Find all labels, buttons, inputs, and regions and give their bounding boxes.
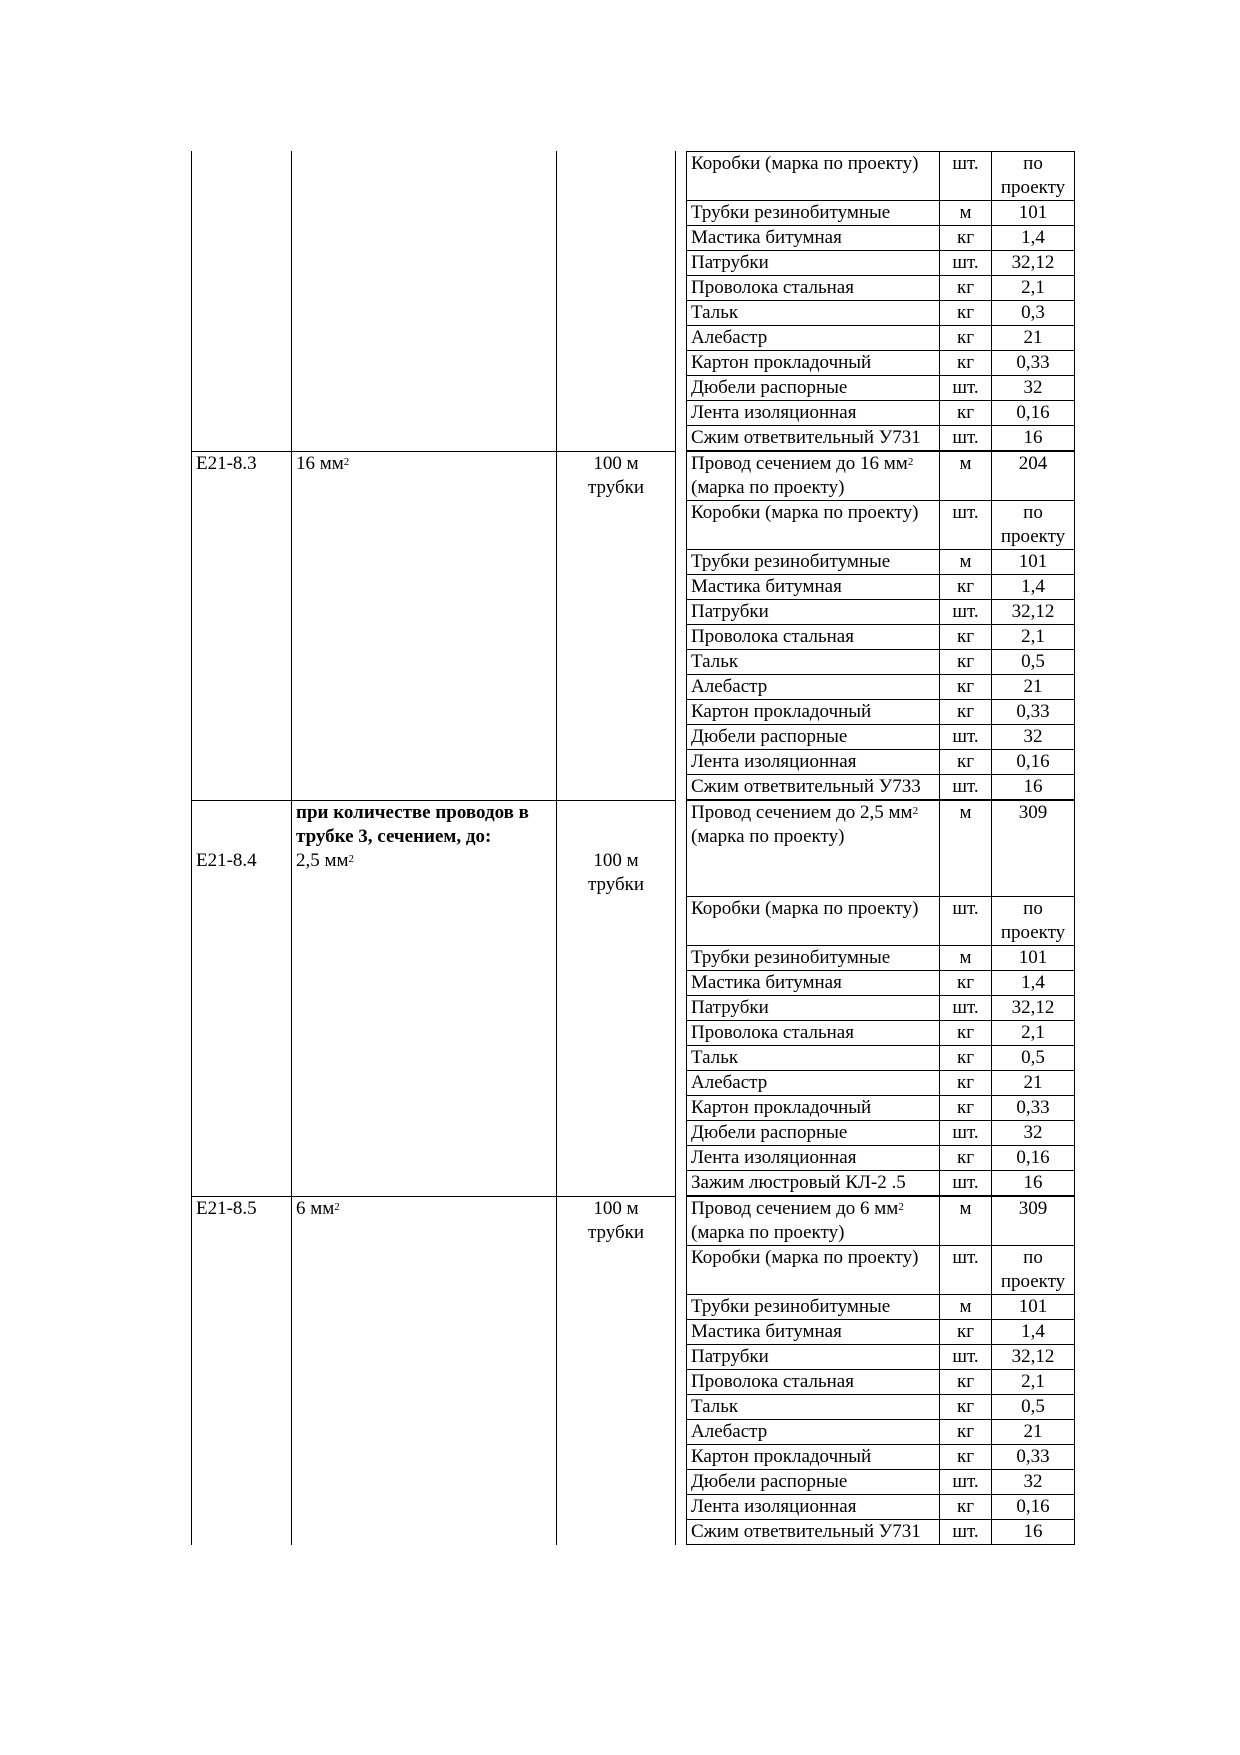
resource-name-text: Коробки (марка по проекту): [691, 502, 919, 523]
resource-row: [687, 152, 1075, 201]
resource-unit: шт.: [940, 376, 992, 401]
resource-name-text: Лента изоляционная: [691, 1147, 857, 1168]
norm-section-text: 6 мм: [296, 1197, 335, 1219]
resource-unit: шт.: [940, 152, 992, 201]
norm-section: [296, 452, 552, 476]
resource-quantity: 2,1: [992, 276, 1075, 301]
resource-unit: шт.: [940, 1470, 992, 1495]
resource-row: [687, 550, 1075, 575]
norm-section: [296, 849, 552, 873]
norm-unit-cell: [557, 151, 676, 451]
resource-name: [687, 1096, 940, 1121]
resource-unit: кг: [940, 1021, 992, 1046]
resource-quantity: по проекту: [992, 1246, 1075, 1295]
resource-name: [687, 1071, 940, 1096]
norm-entry-row: [192, 1196, 1070, 1545]
resource-row: [687, 1445, 1075, 1470]
norm-code: Е21-8.4: [196, 849, 257, 871]
resource-row: [687, 625, 1075, 650]
resource-quantity: 1,4: [992, 971, 1075, 996]
resource-name-text: Алебастр: [691, 1421, 768, 1442]
resource-quantity: 0,33: [992, 1096, 1075, 1121]
norms-table-body: [192, 151, 1070, 1545]
resource-name-text: Проволока стальная: [691, 626, 854, 647]
resource-name-tail: (марка по проекту): [691, 826, 845, 847]
norm-code: Е21-8.3: [196, 452, 257, 474]
resource-quantity: 101: [992, 1295, 1075, 1320]
resource-unit: кг: [940, 1420, 992, 1445]
resource-unit: шт.: [940, 897, 992, 946]
resource-row: [687, 775, 1075, 800]
resource-row: [687, 1470, 1075, 1495]
resource-quantity: по проекту: [992, 897, 1075, 946]
resource-name-text: Алебастр: [691, 327, 768, 348]
resource-unit: кг: [940, 1445, 992, 1470]
norm-group-heading: при количестве проводов в трубке 3, сечением, до:: [296, 801, 529, 847]
resource-name-text: Лента изоляционная: [691, 402, 857, 423]
resource-name-text: Патрубки: [691, 601, 769, 622]
resource-name-text: Мастика битумная: [691, 1321, 842, 1342]
resource-name: [687, 1520, 940, 1545]
resource-unit: кг: [940, 1146, 992, 1171]
superscript-2: 2: [343, 455, 350, 468]
resources-table: [686, 451, 1075, 800]
resource-name: [687, 501, 940, 550]
resource-unit: шт.: [940, 600, 992, 625]
resource-row: [687, 600, 1075, 625]
resource-row: [687, 501, 1075, 550]
resource-unit: кг: [940, 575, 992, 600]
resources-cell: [676, 151, 1070, 451]
resource-name-text: Дюбели распорные: [691, 1471, 848, 1492]
resource-row: [687, 1295, 1075, 1320]
resource-name-text: Провод сечением до 16 мм: [691, 453, 908, 474]
norm-code: Е21-8.5: [196, 1197, 257, 1219]
resource-name: [687, 675, 940, 700]
resource-quantity: 1,4: [992, 575, 1075, 600]
resource-unit: шт.: [940, 251, 992, 276]
resource-name-text: Картон прокладочный: [691, 1097, 872, 1118]
resource-row: [687, 1021, 1075, 1046]
resource-name-text: Зажим люстровый КЛ-2 .5: [691, 1172, 906, 1193]
resource-name-text: Патрубки: [691, 997, 769, 1018]
resource-row: [687, 251, 1075, 276]
resource-row: [687, 946, 1075, 971]
resource-unit: м: [940, 801, 992, 897]
resource-name-text: Дюбели распорные: [691, 1122, 848, 1143]
norm-entry-row: [192, 451, 1070, 800]
resource-row: [687, 1520, 1075, 1545]
resource-row: [687, 1046, 1075, 1071]
norms-table: [191, 151, 1070, 1545]
resource-name-text: Трубки резинобитумные: [691, 202, 891, 223]
resource-name: [687, 575, 940, 600]
resource-name: [687, 1470, 940, 1495]
resource-row: [687, 1146, 1075, 1171]
resource-quantity: 0,5: [992, 1395, 1075, 1420]
resource-row: [687, 226, 1075, 251]
resource-name-superscript: 2: [912, 805, 919, 817]
norm-description-cell: [292, 1196, 557, 1545]
resource-row: [687, 1121, 1075, 1146]
resource-name: [687, 301, 940, 326]
resource-unit: кг: [940, 301, 992, 326]
resources-table: [686, 1196, 1075, 1545]
resource-name: [687, 971, 940, 996]
resource-name: [687, 376, 940, 401]
resource-row: [687, 351, 1075, 376]
resource-quantity: 21: [992, 1071, 1075, 1096]
resource-name: [687, 996, 940, 1021]
resource-unit: м: [940, 550, 992, 575]
resource-name-text: Провод сечением до 2,5 мм: [691, 802, 913, 823]
norm-entry-row: [192, 151, 1070, 451]
resource-name: [687, 1495, 940, 1520]
resource-row: [687, 1345, 1075, 1370]
resource-name-text: Патрубки: [691, 1346, 769, 1367]
resource-quantity: 0,16: [992, 1495, 1075, 1520]
resource-name: [687, 326, 940, 351]
resources-table: [686, 151, 1075, 451]
resource-row: [687, 1246, 1075, 1295]
resource-name-superscript: 2: [898, 1201, 904, 1213]
resource-quantity: 204: [992, 452, 1075, 501]
resource-name: [687, 401, 940, 426]
resource-row: [687, 401, 1075, 426]
norm-unit-cell: [557, 800, 676, 1196]
resource-name-superscript: 2: [907, 456, 914, 468]
resource-name-text: Алебастр: [691, 676, 768, 697]
resource-quantity: 32: [992, 1121, 1075, 1146]
resource-name: [687, 1345, 940, 1370]
resource-quantity: 0,16: [992, 401, 1075, 426]
resource-name-text: Картон прокладочный: [691, 352, 872, 373]
resource-row: [687, 426, 1075, 451]
resource-name: [687, 1445, 940, 1470]
resource-name: [687, 1320, 940, 1345]
resource-name: [687, 152, 940, 201]
resource-quantity: 0,5: [992, 1046, 1075, 1071]
resource-name: [687, 201, 940, 226]
resource-name: [687, 1295, 940, 1320]
resource-quantity: 21: [992, 675, 1075, 700]
resource-unit: кг: [940, 625, 992, 650]
resource-quantity: 32,12: [992, 996, 1075, 1021]
resource-row: [687, 1320, 1075, 1345]
resource-quantity: 32,12: [992, 251, 1075, 276]
norm-section-text: 2,5 мм: [296, 849, 349, 871]
resource-unit: кг: [940, 351, 992, 376]
resource-row: [687, 301, 1075, 326]
resource-unit: кг: [940, 1320, 992, 1345]
resource-unit: кг: [940, 650, 992, 675]
resource-name: [687, 1171, 940, 1196]
resource-unit: кг: [940, 226, 992, 251]
resource-name-text: Проволока стальная: [691, 1371, 854, 1392]
norm-description-cell: [292, 800, 557, 1196]
norm-code-cell: [192, 451, 292, 800]
resource-quantity: 1,4: [992, 1320, 1075, 1345]
resource-unit: шт.: [940, 996, 992, 1021]
resource-name: [687, 801, 940, 897]
norm-unit: 100 м трубки: [587, 452, 645, 498]
resource-quantity: 16: [992, 775, 1075, 800]
resource-quantity: 2,1: [992, 625, 1075, 650]
resource-name-text: Сжим ответвительный У731: [691, 1521, 921, 1542]
resource-name-text: Картон прокладочный: [691, 701, 872, 722]
resource-quantity: 21: [992, 326, 1075, 351]
resource-quantity: 2,1: [992, 1021, 1075, 1046]
resource-row: [687, 1420, 1075, 1445]
resource-unit: м: [940, 201, 992, 226]
resource-row: [687, 1171, 1075, 1196]
resource-unit: кг: [940, 276, 992, 301]
resource-name-text: Мастика битумная: [691, 227, 842, 248]
resource-row: [687, 897, 1075, 946]
resource-name: [687, 1246, 940, 1295]
resource-row: [687, 1096, 1075, 1121]
resource-name-text: Дюбели распорные: [691, 377, 848, 398]
resource-quantity: 32,12: [992, 600, 1075, 625]
resource-quantity: по проекту: [992, 501, 1075, 550]
resource-quantity: 16: [992, 1171, 1075, 1196]
resource-row: [687, 725, 1075, 750]
resource-name: [687, 775, 940, 800]
resource-row: [687, 650, 1075, 675]
resource-name-text: Дюбели распорные: [691, 726, 848, 747]
resources-cell: [676, 800, 1070, 1196]
resource-quantity: 101: [992, 201, 1075, 226]
resource-name-text: Трубки резинобитумные: [691, 1296, 891, 1317]
norm-code-cell: [192, 800, 292, 1196]
resources-cell: [676, 451, 1070, 800]
resource-row: [687, 1197, 1075, 1246]
resource-unit: шт.: [940, 1246, 992, 1295]
norm-section-text: 16 мм: [296, 452, 344, 474]
resource-unit: кг: [940, 1395, 992, 1420]
resource-name: [687, 226, 940, 251]
resource-name: [687, 946, 940, 971]
resource-unit: кг: [940, 401, 992, 426]
resource-row: [687, 700, 1075, 725]
norm-description-cell: [292, 451, 557, 800]
resource-row: [687, 750, 1075, 775]
resource-name: [687, 1121, 940, 1146]
resource-unit: кг: [940, 675, 992, 700]
resource-name-text: Картон прокладочный: [691, 1446, 872, 1467]
resources-table: [686, 800, 1075, 1196]
resource-name: [687, 351, 940, 376]
resource-unit: кг: [940, 1096, 992, 1121]
resource-name-text: Провод сечением до 6 мм: [691, 1198, 899, 1219]
resource-name-text: Коробки (марка по проекту): [691, 898, 919, 919]
resource-unit: шт.: [940, 1520, 992, 1545]
resource-unit: м: [940, 946, 992, 971]
resource-name-text: Лента изоляционная: [691, 1496, 857, 1517]
resource-quantity: 32: [992, 376, 1075, 401]
resource-row: [687, 1495, 1075, 1520]
resource-row: [687, 801, 1075, 897]
resource-name: [687, 700, 940, 725]
resource-quantity: 0,33: [992, 351, 1075, 376]
resource-row: [687, 575, 1075, 600]
resource-name-text: Мастика битумная: [691, 576, 842, 597]
resource-name: [687, 897, 940, 946]
resource-name-tail: (марка по проекту): [691, 477, 845, 498]
resource-row: [687, 326, 1075, 351]
norms-document-page: [191, 151, 1070, 1545]
resource-name-tail: (марка по проекту): [691, 1222, 845, 1243]
resource-unit: шт.: [940, 426, 992, 451]
norm-unit: 100 м трубки: [587, 1197, 645, 1243]
resource-row: [687, 201, 1075, 226]
resource-name: [687, 650, 940, 675]
superscript-2: 2: [348, 852, 355, 865]
resource-row: [687, 276, 1075, 301]
resource-quantity: 0,5: [992, 650, 1075, 675]
resource-unit: м: [940, 1197, 992, 1246]
resource-unit: шт.: [940, 775, 992, 800]
resource-quantity: 0,16: [992, 1146, 1075, 1171]
resource-row: [687, 376, 1075, 401]
resource-name: [687, 276, 940, 301]
resource-name-text: Патрубки: [691, 252, 769, 273]
resource-name: [687, 452, 940, 501]
resource-name-text: Тальк: [691, 302, 739, 323]
resource-quantity: 309: [992, 1197, 1075, 1246]
resource-name: [687, 1420, 940, 1445]
resource-name: [687, 1370, 940, 1395]
resource-unit: м: [940, 1295, 992, 1320]
resource-name-text: Тальк: [691, 1396, 739, 1417]
resource-unit: шт.: [940, 1121, 992, 1146]
resource-name-text: Мастика битумная: [691, 972, 842, 993]
resource-name-text: Проволока стальная: [691, 1022, 854, 1043]
resource-quantity: 32,12: [992, 1345, 1075, 1370]
resource-unit: шт.: [940, 1345, 992, 1370]
resource-name-text: Тальк: [691, 1047, 739, 1068]
norm-code-cell: [192, 151, 292, 451]
resource-quantity: 16: [992, 426, 1075, 451]
resource-unit: шт.: [940, 1171, 992, 1196]
resource-unit: кг: [940, 971, 992, 996]
resource-quantity: 0,33: [992, 1445, 1075, 1470]
resource-name-text: Алебастр: [691, 1072, 768, 1093]
resource-name: [687, 625, 940, 650]
resource-row: [687, 1395, 1075, 1420]
resource-quantity: 101: [992, 946, 1075, 971]
resource-quantity: 101: [992, 550, 1075, 575]
resource-unit: кг: [940, 1495, 992, 1520]
resource-quantity: 0,3: [992, 301, 1075, 326]
resource-name-text: Коробки (марка по проекту): [691, 153, 919, 174]
norm-unit: 100 м трубки: [587, 849, 645, 895]
resource-name: [687, 251, 940, 276]
resources-cell: [676, 1196, 1070, 1545]
resource-name-text: Трубки резинобитумные: [691, 551, 891, 572]
norm-description-cell: [292, 151, 557, 451]
resource-quantity: 309: [992, 801, 1075, 897]
resource-name-text: Сжим ответвительный У731: [691, 427, 921, 448]
resource-name: [687, 1197, 940, 1246]
resource-name: [687, 725, 940, 750]
resource-name-text: Лента изоляционная: [691, 751, 857, 772]
resource-unit: шт.: [940, 725, 992, 750]
resource-row: [687, 1071, 1075, 1096]
resource-unit: кг: [940, 1071, 992, 1096]
resource-quantity: по проекту: [992, 152, 1075, 201]
resource-quantity: 2,1: [992, 1370, 1075, 1395]
resource-quantity: 0,16: [992, 750, 1075, 775]
resource-unit: кг: [940, 750, 992, 775]
resource-row: [687, 971, 1075, 996]
norm-unit-cell: [557, 451, 676, 800]
resource-row: [687, 1370, 1075, 1395]
resource-quantity: 21: [992, 1420, 1075, 1445]
resource-name: [687, 426, 940, 451]
superscript-2: 2: [334, 1200, 340, 1213]
resource-name: [687, 750, 940, 775]
resource-row: [687, 675, 1075, 700]
resource-quantity: 1,4: [992, 226, 1075, 251]
resource-quantity: 32: [992, 1470, 1075, 1495]
resource-name-text: Коробки (марка по проекту): [691, 1247, 919, 1268]
resource-unit: м: [940, 452, 992, 501]
norm-unit-cell: [557, 1196, 676, 1545]
resource-quantity: 0,33: [992, 700, 1075, 725]
resource-name-text: Сжим ответвительный У733: [691, 776, 921, 797]
resource-quantity: 16: [992, 1520, 1075, 1545]
resource-name: [687, 600, 940, 625]
resource-name: [687, 1021, 940, 1046]
resource-name-text: Трубки резинобитумные: [691, 947, 891, 968]
resource-unit: шт.: [940, 501, 992, 550]
resource-row: [687, 452, 1075, 501]
resource-name: [687, 1395, 940, 1420]
resource-name-text: Проволока стальная: [691, 277, 854, 298]
resource-name: [687, 1146, 940, 1171]
resource-unit: кг: [940, 1370, 992, 1395]
resource-name-text: Тальк: [691, 651, 739, 672]
resource-unit: кг: [940, 700, 992, 725]
resource-unit: кг: [940, 326, 992, 351]
resource-quantity: 32: [992, 725, 1075, 750]
resource-row: [687, 996, 1075, 1021]
norm-code-cell: [192, 1196, 292, 1545]
resource-name: [687, 1046, 940, 1071]
norm-section: [296, 1197, 552, 1221]
resource-unit: кг: [940, 1046, 992, 1071]
norm-entry-row: [192, 800, 1070, 1196]
resource-name: [687, 550, 940, 575]
